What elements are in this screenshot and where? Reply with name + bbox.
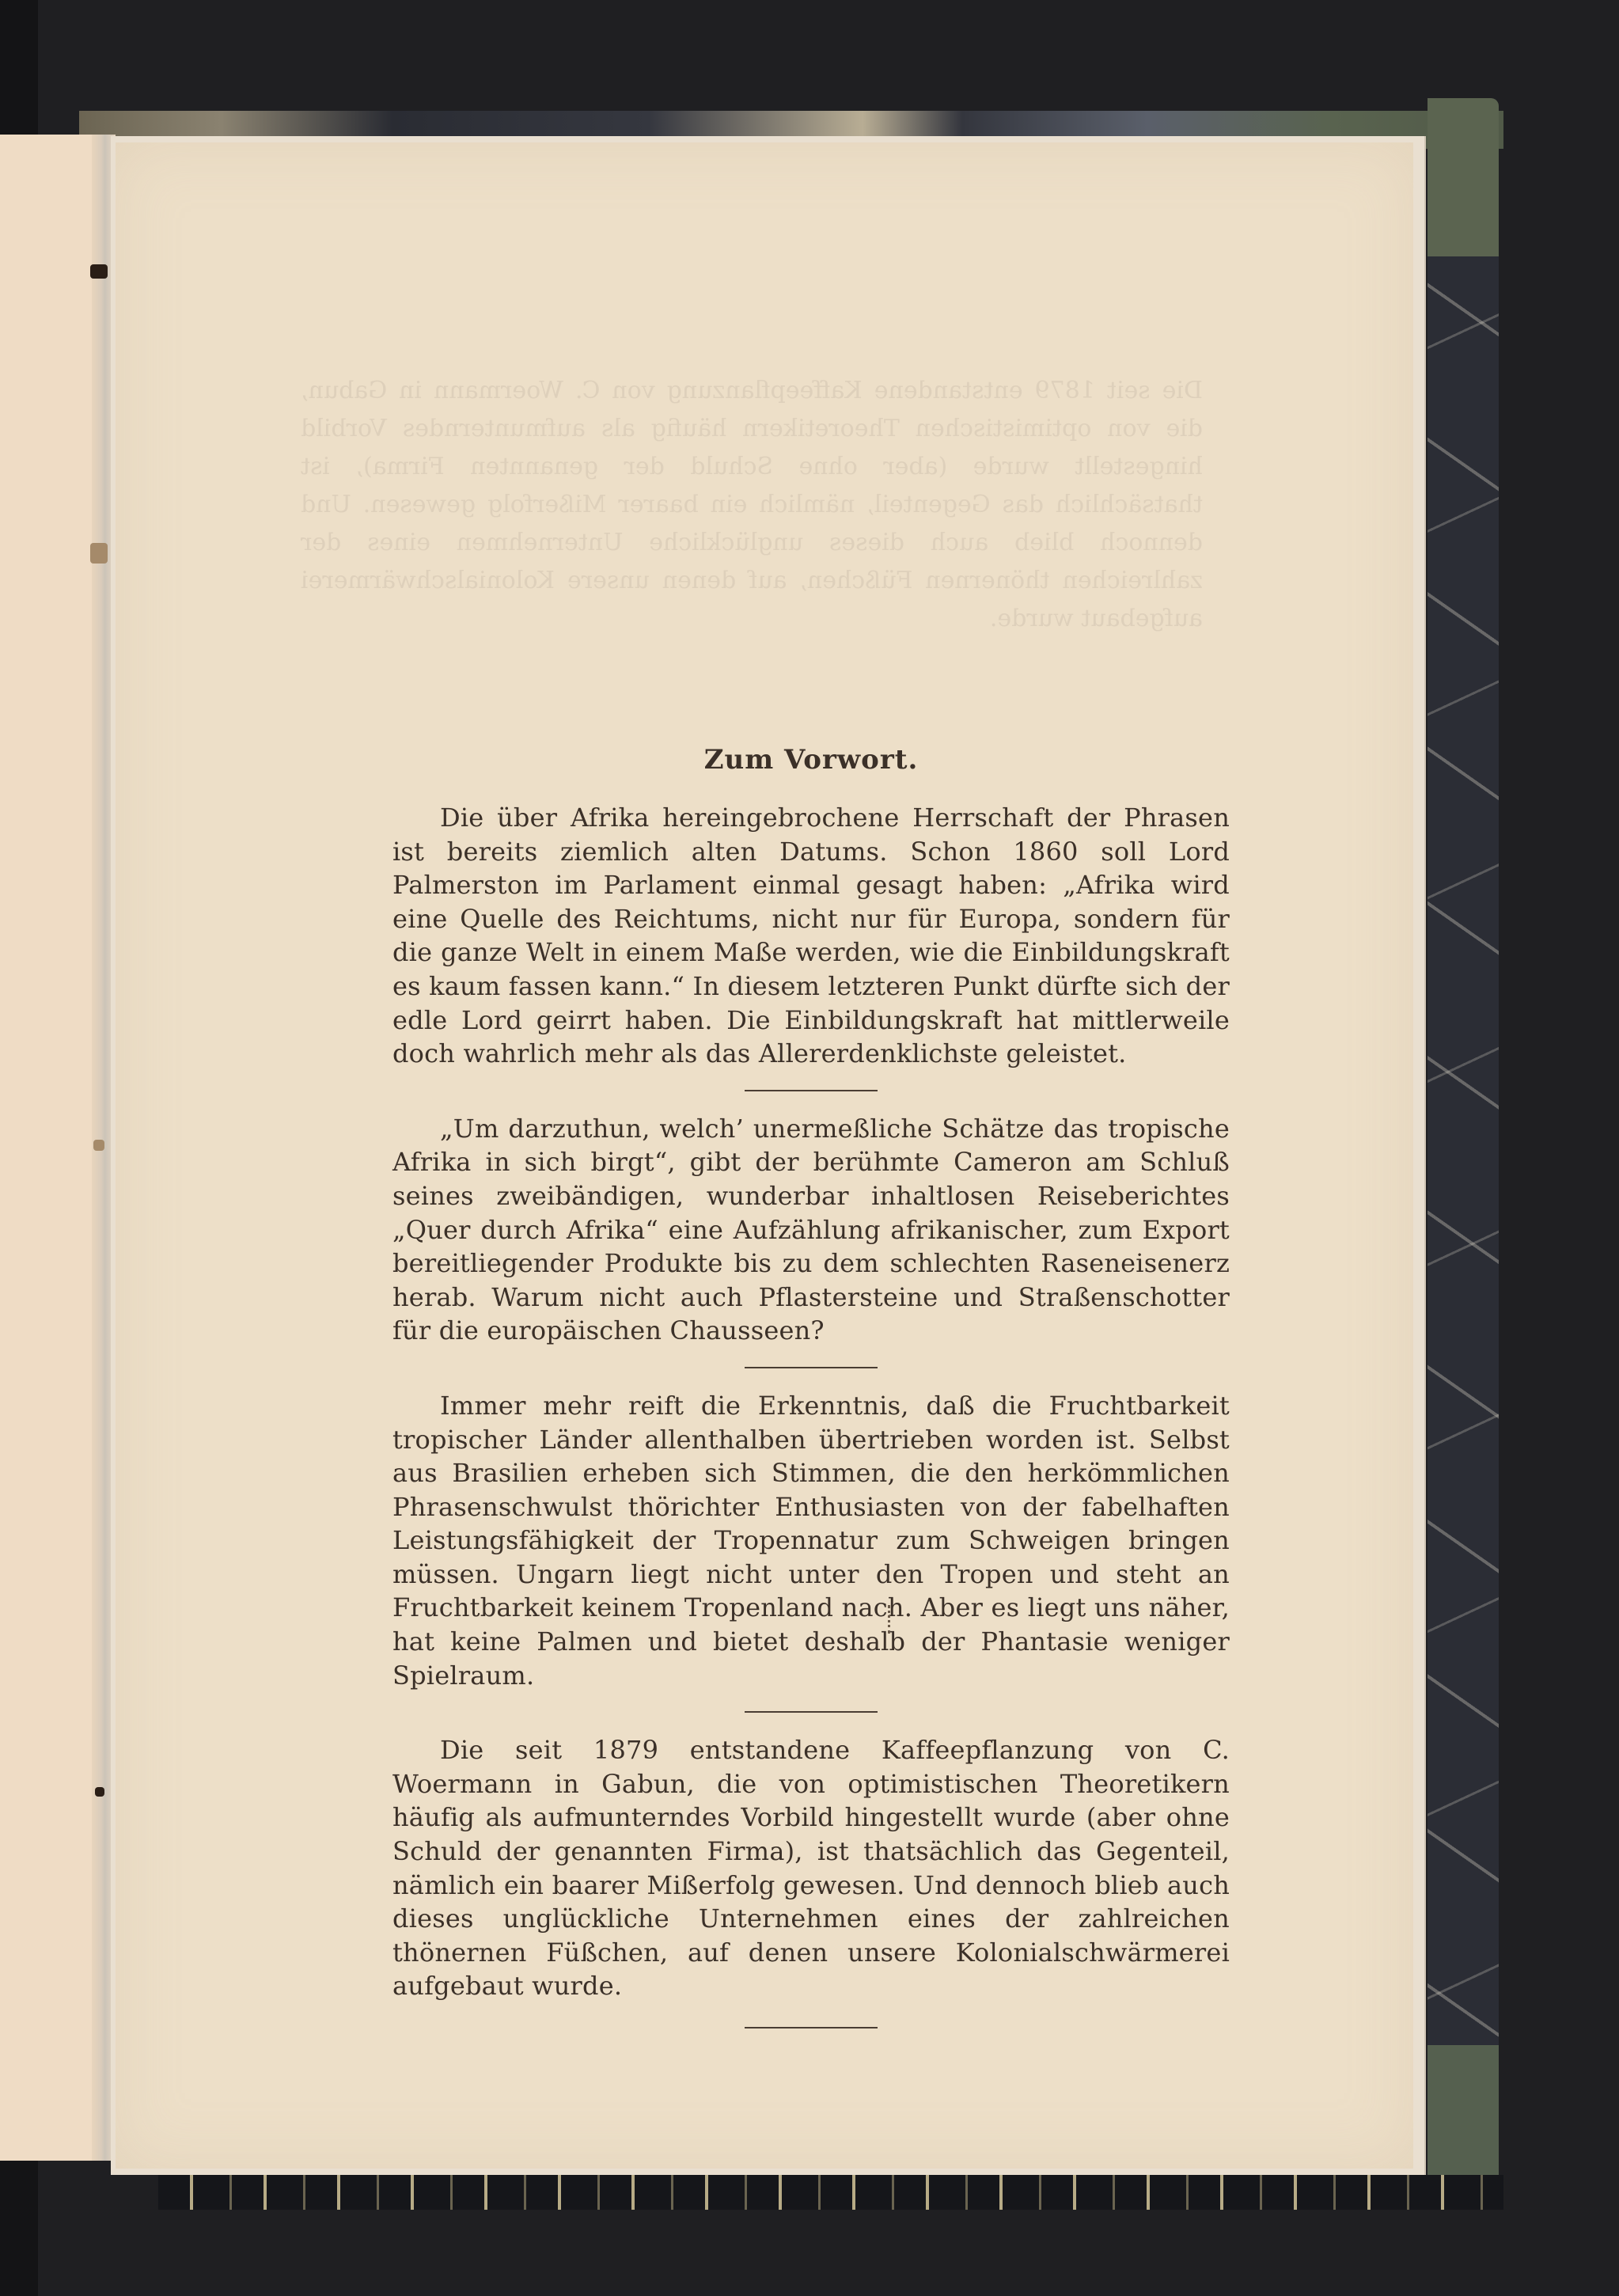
binding-stitch [90, 543, 108, 564]
cover-marbled-paper [1428, 256, 1499, 2045]
cover-cloth-corner-top [1428, 98, 1499, 256]
paragraph-4: Die seit 1879 entstandene Kaffeepflanzung von C. Woermann in Gabun, die von optimistischen Theoretikern häufig als aufmunterndes Vorbild hingestellt wurde (aber ohne Schuld der genannten Firma), ist thatsächlich das Gegenteil, nämlich ein baarer Mißerfolg gewesen. Und dennoch blieb auch dieses unglückliche Unternehmen eines der zahlreichen thönernen Füßchen, auf denen unsere Kolonialschwärmerei aufgebaut wurde. [392, 1735, 1230, 2002]
section-divider [745, 1367, 878, 1368]
paragraph-2: „Um darzuthun, welch’ unermeßliche Schätze das tropische Afrika in sich birgt“, gibt der berühmte Cameron am Schluß seines zweibändigen, wunderbar inhaltlosen Reiseberichtes „Quer durch Afrika“ eine Aufzählung afrikanischer, zum Export bereitliegender Produkte bis zu dem schlechten Raseneisenerz herab. Warum nicht auch Pflastersteine und Straßenschotter für die europäischen Chausseen? [392, 1113, 1230, 1346]
book-cover-right-edge [1428, 98, 1499, 2203]
binding-stitch [90, 264, 108, 279]
binding-stitch [93, 1140, 104, 1151]
section-divider [745, 1711, 878, 1713]
paragraph-1: Die über Afrika hereingebrochene Herrschaft der Phrasen ist bereits ziemlich alten Datums. Schon 1860 soll Lord Palmerston im Parlament einmal gesagt haben: „Afrika wird eine Quelle des Reichtums, nicht nur für Europa, sondern für die ganze Welt in einem Maße werden, wie die Einbildungskraft es kaum fassen kann.“ In diesem letzteren Punkt dürfte sich der edle Lord geirrt haben. Die Einbildungskraft hat mittlerweile doch wahrlich mehr als das Allererdenklichste geleistet. [392, 803, 1230, 1069]
section-divider [745, 2027, 878, 2028]
book-cover-bottom-edge [158, 2175, 1503, 2210]
paragraph-3: Immer mehr reift die Erkenntnis, daß die Fruchtbarkeit tropischer Länder allenthalben übertrieben worden ist. Selbst aus Brasilien erheben sich Stimmen, die den herkömmlichen Phrasenschwulst thörichter Enthusiasten von der fabelhaften Leistungsfähigkeit der Tropennatur zum Schweigen bringen müssen. Ungarn liegt nicht unter den Tropen und steht an Fruchtbarkeit keinem Tropenland nach. Aber es liegt uns näher, hat keine Palmen und bietet deshalb der Phantasie weniger Spielraum. [392, 1390, 1230, 1691]
section-divider [745, 1090, 878, 1091]
pencil-mark [888, 1605, 893, 1634]
left-page-edge [0, 135, 100, 2161]
binding-stitch [95, 1787, 104, 1797]
page-content [392, 744, 1230, 2049]
page-title: Zum Vorwort. [703, 744, 919, 776]
